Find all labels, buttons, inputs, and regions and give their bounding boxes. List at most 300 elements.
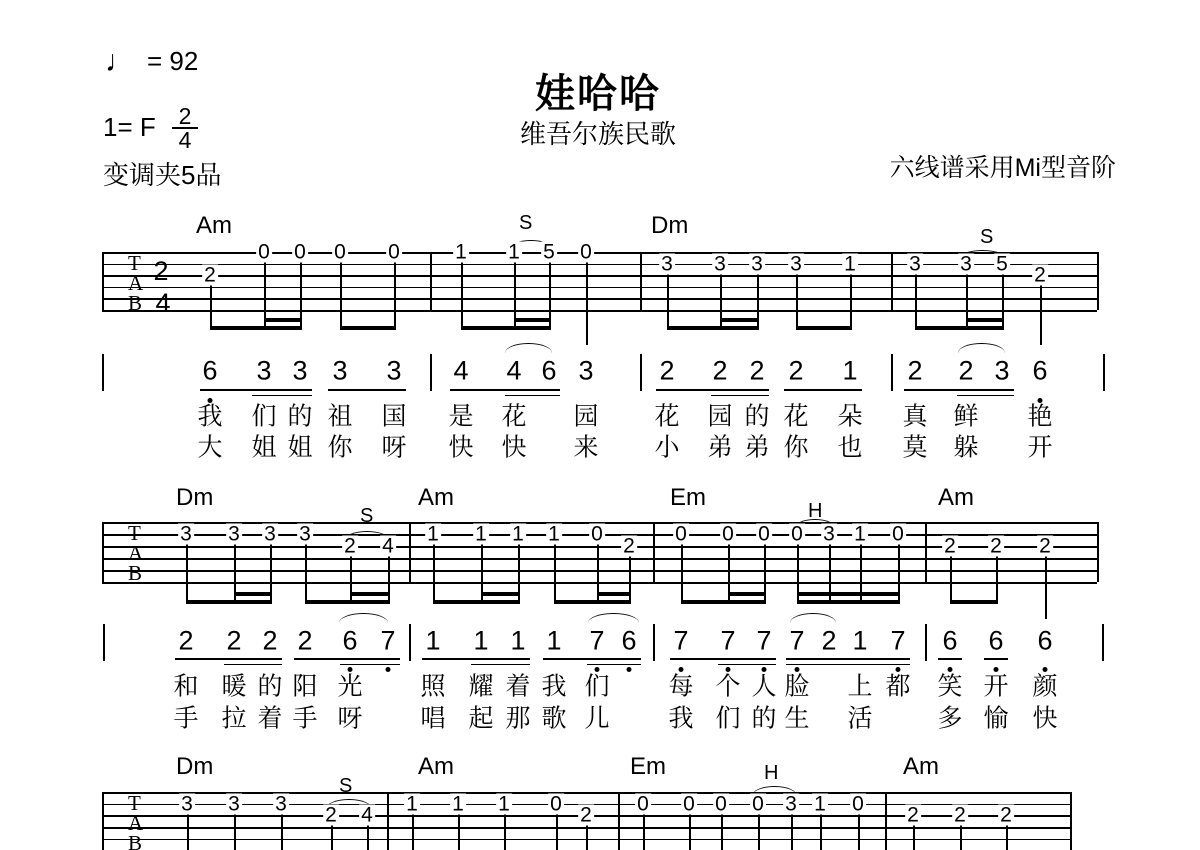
barline [409, 522, 411, 582]
jianpu-number: 7 [673, 625, 689, 656]
time-signature-numerator: 2 [172, 105, 198, 129]
tab-fret-number: 3 [790, 252, 802, 276]
tab-fret-number: 3 [785, 792, 797, 816]
tab-fret-number: 0 [752, 792, 764, 816]
note-stem [586, 261, 588, 345]
tab-fret-number: 3 [751, 252, 763, 276]
lyric-syllable-line1: 暖 [221, 672, 247, 701]
lyric-syllable-line1: 园 [573, 402, 599, 431]
tab-fret-number: 3 [264, 522, 276, 546]
lyric-syllable-line2: 多 [937, 704, 963, 733]
tab-clef-letter: B [128, 831, 143, 850]
note-stem [1006, 824, 1008, 850]
jianpu-number: 7 [756, 625, 772, 656]
tab-fret-number: 3 [960, 252, 972, 276]
note-stem [1045, 555, 1047, 619]
octave-dot [795, 667, 800, 672]
note-stem [458, 813, 460, 850]
lyric-syllable-line2: 快 [1032, 704, 1058, 733]
note-stem [504, 813, 506, 850]
lyric-syllable-line2: 来 [573, 433, 599, 462]
note-stem [858, 813, 860, 850]
jianpu-number: 4 [453, 355, 469, 386]
lyric-syllable-line2: 姐 [287, 433, 313, 462]
tab-fret-number: 1 [406, 792, 418, 816]
beam [186, 600, 272, 604]
key-signature: 1= F [103, 112, 156, 142]
octave-dot [762, 667, 767, 672]
barline [891, 252, 893, 310]
chord-label: Em [630, 753, 666, 780]
tab-fret-number: 2 [944, 534, 956, 558]
lyric-syllable-line1: 照 [420, 672, 446, 701]
jianpu-underline [450, 389, 560, 391]
tie-arc [958, 343, 1005, 353]
lyric-syllable-line1: 笑 [937, 672, 963, 701]
song-subtitle: 维吾尔族民歌 [519, 119, 676, 149]
note-stem [586, 824, 588, 850]
chord-label: Am [938, 484, 974, 511]
tab-clef-letter: A [128, 811, 144, 835]
note-stem [367, 824, 369, 850]
lyric-syllable-line1: 国 [381, 402, 407, 431]
jianpu-barline [430, 354, 432, 391]
tab-clef-letter: T [128, 521, 141, 545]
staff-line [102, 558, 1097, 560]
lyric-syllable-line2: 歌 [541, 704, 567, 733]
tab-fret-number: 0 [892, 522, 904, 546]
beam [554, 600, 631, 604]
note-stem [915, 273, 917, 330]
barline [618, 792, 620, 850]
tab-fret-number: 3 [661, 252, 673, 276]
note-stem [960, 824, 962, 850]
tab-fret-number: 2 [623, 534, 635, 558]
staff-line [102, 252, 1097, 254]
tab-fret-number: 2 [204, 263, 216, 287]
jianpu-barline [103, 624, 105, 661]
lyric-syllable-line2: 你 [327, 433, 353, 462]
lyric-syllable-line2: 开 [1027, 433, 1053, 462]
jianpu-underline-sixteenth [718, 664, 776, 666]
lyric-syllable-line2: 你 [783, 433, 809, 462]
note-stem [757, 273, 759, 330]
staff-line [102, 287, 1097, 289]
jianpu-number: 2 [178, 625, 194, 656]
jianpu-number: 2 [788, 355, 804, 386]
note-stem [554, 543, 556, 604]
jianpu-number: 1 [546, 625, 562, 656]
lyric-syllable-line1: 阳 [292, 672, 318, 701]
jianpu-barline [891, 354, 893, 391]
tab-fret-number: 5 [543, 240, 555, 264]
note-stem [796, 273, 798, 330]
jianpu-number: 1 [852, 625, 868, 656]
note-stem [549, 261, 551, 330]
note-stem [950, 555, 952, 604]
note-stem [394, 261, 396, 330]
lyric-syllable-line2: 拉 [221, 704, 247, 733]
note-stem [234, 813, 236, 850]
jianpu-underline [294, 658, 400, 660]
lyric-syllable-line2: 手 [173, 704, 199, 733]
tab-fret-number: 2 [1034, 263, 1046, 287]
technique-label: H [808, 500, 823, 522]
lyric-syllable-line2: 起 [468, 704, 494, 733]
octave-dot [726, 667, 731, 672]
tab-fret-number: 1 [512, 522, 524, 546]
barline [1070, 792, 1072, 850]
tie-arc [790, 613, 836, 623]
note-stem [264, 261, 266, 330]
beam-sixteenth [966, 318, 1004, 322]
tab-fret-number: 2 [580, 803, 592, 827]
jianpu-number: 7 [720, 625, 736, 656]
tempo-value: = 92 [147, 46, 199, 76]
note-stem [461, 261, 463, 330]
tab-fret-number: 3 [714, 252, 726, 276]
beam [797, 600, 900, 604]
staff-line [102, 275, 1097, 277]
jianpu-number: 3 [332, 355, 348, 386]
octave-dot [1043, 667, 1048, 672]
jianpu-number: 2 [297, 625, 313, 656]
barline [102, 252, 104, 310]
note-stem [860, 543, 862, 604]
jianpu-number: 4 [506, 355, 522, 386]
lyric-syllable-line2: 小 [654, 433, 680, 462]
barline [1097, 252, 1099, 310]
staff-time-numerator: 2 [153, 256, 169, 286]
jianpu-barline [1103, 354, 1105, 391]
lyric-syllable-line1: 的 [257, 672, 283, 701]
jianpu-underline [200, 389, 312, 391]
jianpu-underline [670, 658, 776, 660]
tab-fret-number: 5 [996, 252, 1008, 276]
tab-fret-number: 0 [675, 522, 687, 546]
jianpu-number: 6 [621, 625, 637, 656]
lyric-syllable-line2: 手 [292, 704, 318, 733]
octave-dot [896, 667, 901, 672]
tie-arc [588, 613, 639, 623]
jianpu-barline [1102, 624, 1104, 661]
octave-dot [994, 667, 999, 672]
tab-fret-number: 2 [344, 534, 356, 558]
tab-fret-number: 0 [791, 522, 803, 546]
jianpu-underline [175, 658, 282, 660]
beam [433, 600, 520, 604]
tab-fret-number: 3 [228, 792, 240, 816]
beam [915, 326, 1004, 330]
barline [653, 522, 655, 582]
jianpu-number: 1 [842, 355, 858, 386]
jianpu-barline [102, 354, 104, 391]
beam [461, 326, 551, 330]
lyric-syllable-line2: 莫 [902, 433, 928, 462]
lyric-syllable-line2: 愉 [983, 704, 1009, 733]
staff-line [102, 298, 1097, 300]
note-stem [187, 813, 189, 850]
barline [885, 792, 887, 850]
note-stem [728, 543, 730, 604]
jianpu-number: 3 [386, 355, 402, 386]
lyric-syllable-line1: 脸 [784, 672, 810, 701]
jianpu-underline [328, 389, 406, 391]
lyric-syllable-line1: 我 [197, 402, 223, 431]
note-stem [300, 261, 302, 330]
tab-fret-number: 1 [508, 240, 520, 264]
chord-label: Am [418, 484, 454, 511]
tab-fret-number: 4 [382, 534, 394, 558]
tab-clef-letter: B [128, 561, 143, 585]
note-stem [820, 813, 822, 850]
jianpu-underline-sixteenth [252, 395, 312, 397]
lyric-syllable-line2: 活 [847, 704, 873, 733]
lyric-syllable-line2: 也 [837, 433, 863, 462]
beam [950, 600, 998, 604]
lyric-syllable-line2: 快 [501, 433, 527, 462]
note-stem [667, 273, 669, 330]
jianpu-underline [422, 658, 530, 660]
staff-line [102, 570, 1097, 572]
lyric-syllable-line1: 人 [751, 672, 777, 701]
note-stem [518, 543, 520, 604]
staff-line [102, 264, 1097, 266]
jianpu-barline [640, 354, 642, 391]
tab-fret-number: 0 [683, 792, 695, 816]
jianpu-number: 1 [473, 625, 489, 656]
jianpu-number: 2 [226, 625, 242, 656]
jianpu-number: 6 [342, 625, 358, 656]
tab-fret-number: 3 [275, 792, 287, 816]
octave-dot [627, 667, 632, 672]
tab-clef-letter: A [128, 541, 144, 565]
jianpu-number: 2 [712, 355, 728, 386]
jianpu-underline-sixteenth [224, 664, 282, 666]
lyric-syllable-line1: 和 [173, 672, 199, 701]
beam-sixteenth [797, 592, 900, 596]
tab-fret-number: 2 [1039, 534, 1051, 558]
lyric-syllable-line2: 呀 [337, 704, 363, 733]
jianpu-barline [653, 624, 655, 661]
beam [210, 326, 302, 330]
note-stem [305, 543, 307, 604]
technique-label: S [519, 212, 533, 234]
tab-clef-letter: B [128, 291, 143, 315]
jianpu-underline-sixteenth [340, 664, 400, 666]
jianpu-barline [925, 624, 927, 661]
tab-fret-number: 1 [452, 792, 464, 816]
tab-fret-number: 0 [715, 792, 727, 816]
beam [667, 326, 759, 330]
jianpu-number: 2 [749, 355, 765, 386]
tab-fret-number: 1 [844, 252, 856, 276]
jianpu-number: 3 [292, 355, 308, 386]
tab-fret-number: 1 [498, 792, 510, 816]
tab-fret-number: 1 [854, 522, 866, 546]
jianpu-number: 1 [425, 625, 441, 656]
tab-fret-number: 2 [990, 534, 1002, 558]
lyric-syllable-line1: 花 [654, 402, 680, 431]
note-stem [270, 543, 272, 604]
lyric-syllable-line1: 真 [902, 402, 928, 431]
technique-label: H [764, 762, 779, 784]
chord-label: Am [903, 753, 939, 780]
octave-dot [348, 667, 353, 672]
lyric-syllable-line1: 花 [783, 402, 809, 431]
note-stem [764, 543, 766, 604]
beam-sixteenth [481, 592, 520, 596]
jianpu-number: 3 [256, 355, 272, 386]
lyric-syllable-line2: 那 [505, 704, 531, 733]
jianpu-number: 6 [988, 625, 1004, 656]
jianpu-underline [938, 658, 962, 660]
note-stem [331, 824, 333, 850]
lyric-syllable-line2: 大 [197, 433, 223, 462]
tab-fret-number: 0 [722, 522, 734, 546]
note-stem [1040, 284, 1042, 345]
beam [796, 326, 852, 330]
lyric-syllable-line1: 鲜 [953, 402, 979, 431]
note-stem [210, 284, 212, 330]
jianpu-underline-sixteenth [957, 395, 1014, 397]
jianpu-number: 6 [942, 625, 958, 656]
lyric-syllable-line1: 朵 [837, 402, 863, 431]
tab-fret-number: 1 [427, 522, 439, 546]
tie-arc [339, 613, 388, 623]
beam [340, 326, 396, 330]
tab-fret-number: 0 [550, 792, 562, 816]
tab-fret-number: 0 [591, 522, 603, 546]
beam-sixteenth [720, 318, 759, 322]
jianpu-underline [656, 389, 769, 391]
beam [305, 600, 390, 604]
tie-arc [505, 343, 552, 353]
staff-line [102, 792, 1070, 794]
tab-clef-letter: A [128, 271, 144, 295]
lyric-syllable-line2: 唱 [420, 704, 446, 733]
jianpu-number: 6 [541, 355, 557, 386]
lyric-syllable-line1: 祖 [327, 402, 353, 431]
octave-dot [679, 667, 684, 672]
jianpu-number: 2 [907, 355, 923, 386]
tab-fret-number: 0 [388, 240, 400, 264]
jianpu-number: 3 [994, 355, 1010, 386]
lyric-syllable-line1: 都 [885, 672, 911, 701]
tab-fret-number: 4 [361, 803, 373, 827]
jianpu-barline [409, 624, 411, 661]
beam-sixteenth [234, 592, 272, 596]
tab-clef-letter: T [128, 251, 141, 275]
tab-fret-number: 3 [823, 522, 835, 546]
barline [640, 252, 642, 310]
note-stem [720, 273, 722, 330]
tab-fret-number: 0 [758, 522, 770, 546]
beam-sixteenth [597, 592, 631, 596]
barline [1097, 522, 1099, 582]
time-signature-denominator: 4 [178, 127, 192, 153]
jianpu-number: 7 [380, 625, 396, 656]
staff-line [102, 310, 1097, 312]
barline [102, 792, 104, 850]
lyric-syllable-line1: 的 [287, 402, 313, 431]
jianpu-underline-sixteenth [505, 395, 560, 397]
staff-line [102, 582, 1097, 584]
jianpu-number: 2 [659, 355, 675, 386]
lyric-syllable-line2: 我 [668, 704, 694, 733]
note-stem [829, 543, 831, 604]
beam-sixteenth [728, 592, 766, 596]
tab-fret-number: 3 [180, 522, 192, 546]
note-stem [350, 555, 352, 604]
tab-fret-number: 1 [814, 792, 826, 816]
scale-type-note: 六线谱采用Mi型音阶 [889, 154, 1116, 182]
jianpu-number: 3 [578, 355, 594, 386]
lyric-syllable-line1: 上 [847, 672, 873, 701]
capo-label: 变调夹5品 [103, 160, 222, 190]
lyric-syllable-line1: 们 [251, 402, 277, 431]
lyric-syllable-line2: 弟 [707, 433, 733, 462]
lyric-syllable-line1: 颜 [1032, 672, 1058, 701]
time-signature [172, 105, 198, 151]
tab-fret-number: 1 [475, 522, 487, 546]
beam-sixteenth [514, 318, 551, 322]
jianpu-underline [543, 658, 641, 660]
song-title: 娃哈哈 [535, 72, 661, 116]
jianpu-number: 7 [890, 625, 906, 656]
jianpu-underline [904, 389, 1014, 391]
tab-fret-number: 0 [852, 792, 864, 816]
note-stem [340, 261, 342, 330]
octave-dot [386, 667, 391, 672]
octave-dot [948, 667, 953, 672]
beam-sixteenth [350, 592, 390, 596]
lyric-syllable-line1: 耀 [468, 672, 494, 701]
tab-fret-number: 2 [907, 803, 919, 827]
lyric-syllable-line1: 艳 [1027, 402, 1053, 431]
jianpu-underline [784, 389, 862, 391]
beam [681, 600, 766, 604]
lyric-syllable-line2: 姐 [251, 433, 277, 462]
chord-label: Dm [651, 212, 689, 239]
jianpu-number: 7 [789, 625, 805, 656]
technique-label: S [360, 505, 374, 527]
jianpu-underline-sixteenth [786, 664, 910, 666]
technique-label: S [980, 226, 994, 248]
lyric-syllable-line1: 个 [715, 672, 741, 701]
lyric-syllable-line1: 着 [505, 672, 531, 701]
jianpu-number: 2 [262, 625, 278, 656]
tab-clef-letter: T [128, 791, 141, 815]
note-stem [629, 555, 631, 604]
note-stem [412, 813, 414, 850]
tab-fret-number: 0 [258, 240, 270, 264]
chord-label: Dm [176, 484, 214, 511]
lyric-syllable-line2: 们 [715, 704, 741, 733]
note-stem [433, 543, 435, 604]
lyric-syllable-line1: 们 [584, 672, 610, 701]
lyric-syllable-line2: 着 [257, 704, 283, 733]
jianpu-number: 6 [1032, 355, 1048, 386]
note-stem [556, 813, 558, 850]
staff-time-denominator: 4 [155, 288, 171, 318]
lyric-syllable-line2: 呀 [381, 433, 407, 462]
tab-fret-number: 0 [580, 240, 592, 264]
tab-fret-number: 1 [548, 522, 560, 546]
jianpu-underline-sixteenth [711, 395, 769, 397]
note-stem [681, 543, 683, 604]
note-stem [234, 543, 236, 604]
